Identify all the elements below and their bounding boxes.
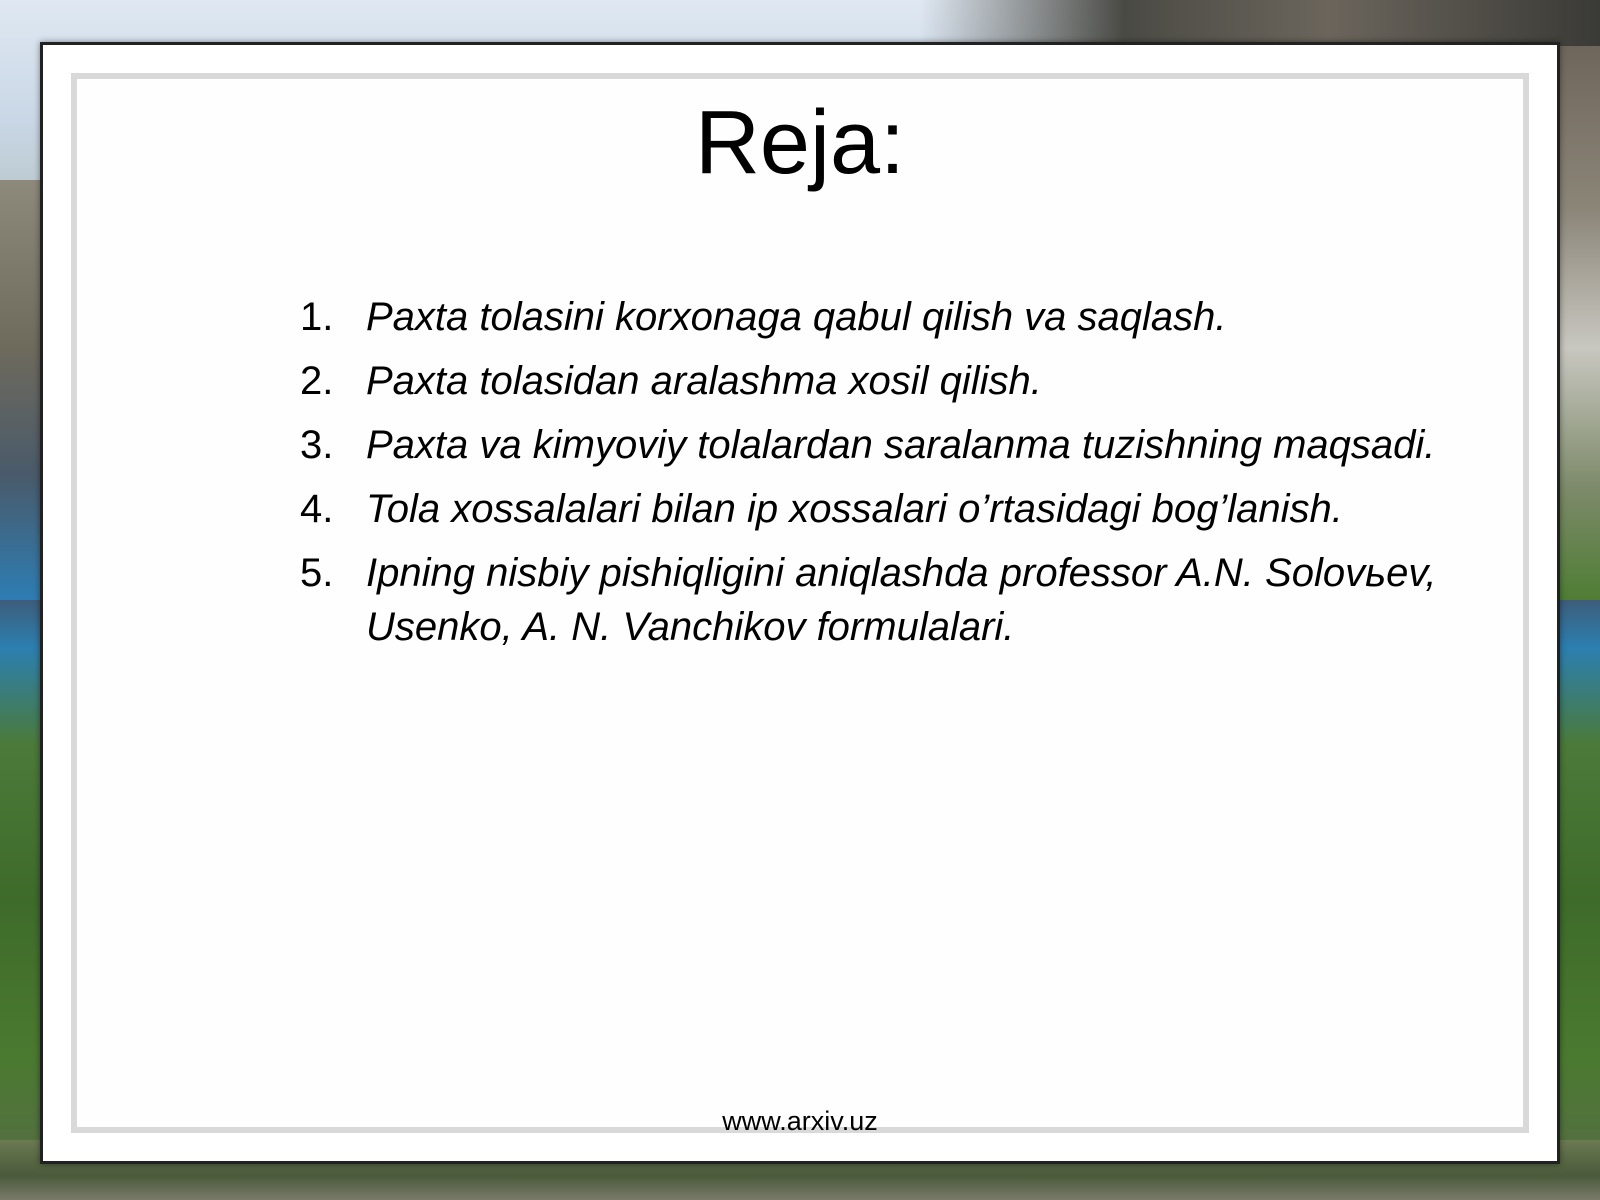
plan-item-number: 3.: [300, 423, 334, 467]
plan-item: [300, 290, 1480, 344]
plan-item: [300, 418, 1480, 472]
plan-item: [300, 546, 1480, 654]
footer-link-text: www.arxiv.uz: [722, 1106, 878, 1136]
plan-item-text: Paxta tolasidan aralashma xosil qilish.: [366, 359, 1042, 403]
background-rock-top: [920, 0, 1600, 46]
plan-item-text: Paxta tolasini korxonaga qabul qilish va saqlash.: [366, 295, 1227, 339]
plan-item: [300, 354, 1480, 408]
plan-item-number: 5.: [300, 551, 334, 595]
plan-item-text: Paxta va kimyoviy tolalardan saralanma tuzishning maqsadi.: [366, 423, 1436, 467]
plan-item-text: Tola xossalalari bilan ip xossalari o’rtasidagi bog’lanish.: [366, 487, 1343, 531]
plan-list: [300, 290, 1480, 664]
plan-item: [300, 482, 1480, 536]
plan-item-number: 2.: [300, 359, 334, 403]
slide-title: Reja:: [694, 93, 906, 193]
plan-item-number: 1.: [300, 295, 334, 339]
plan-item-number: 4.: [300, 487, 334, 531]
plan-item-text: Ipning nisbiy pishiqligini aniqlashda professor A.N. Solovьev, Usenko, A. N. Vanchikov formulalari.: [366, 551, 1437, 649]
